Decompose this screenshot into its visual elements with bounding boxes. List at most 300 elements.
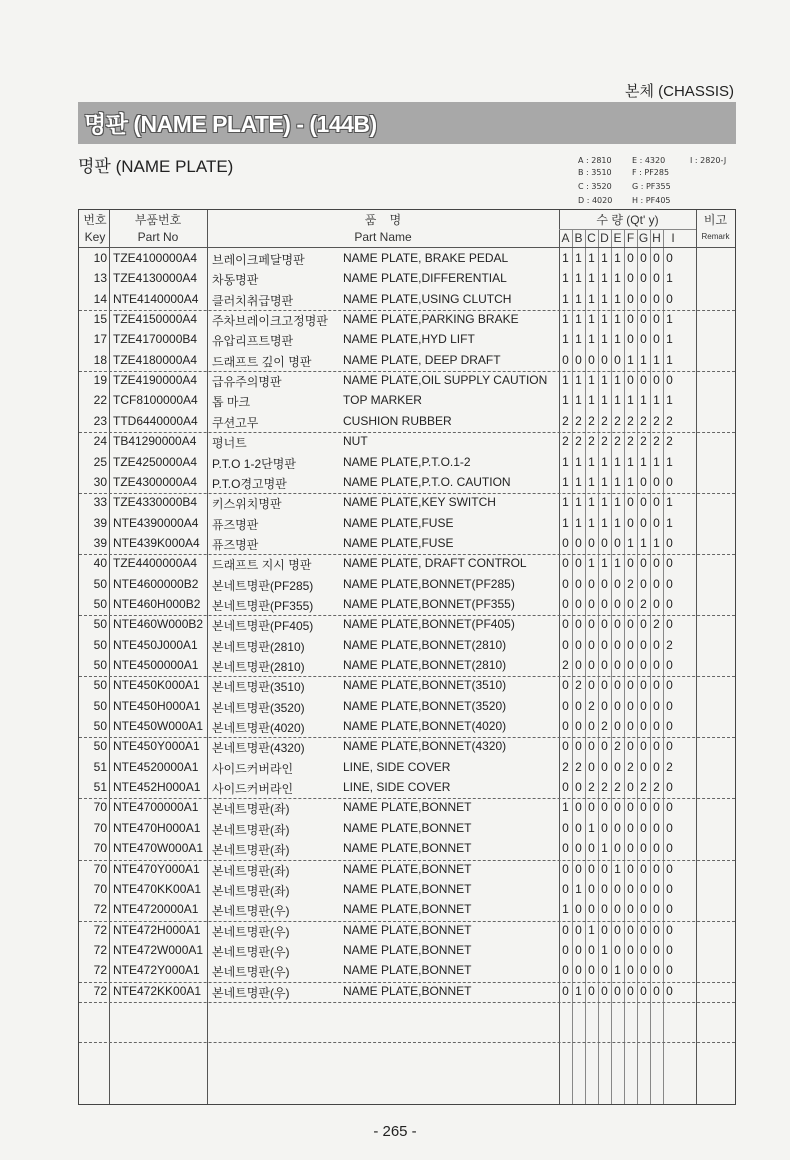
row-key: 30 xyxy=(93,474,107,489)
row-name-en: NAME PLATE,FUSE xyxy=(343,535,454,550)
row-key: 50 xyxy=(93,678,107,693)
row-qty: 2 xyxy=(562,413,569,428)
row-qty: 0 xyxy=(601,820,608,835)
row-qty: 1 xyxy=(562,454,569,469)
row-name-en: NAME PLATE,BONNET xyxy=(343,922,472,937)
row-qty: 0 xyxy=(588,719,595,734)
row-qty: 0 xyxy=(640,820,647,835)
row-qty: 1 xyxy=(640,352,647,367)
row-qty: 0 xyxy=(627,556,634,571)
row-qty: 0 xyxy=(653,881,660,896)
header-key-en: Key xyxy=(84,230,106,244)
row-qty: 0 xyxy=(653,902,660,917)
row-name-ko: 본네트명판(3520) xyxy=(212,700,305,715)
row-name-en: NAME PLATE,BONNET xyxy=(343,983,472,998)
row-qty: 1 xyxy=(601,515,608,530)
row-key: 24 xyxy=(93,434,107,449)
row-part-no: NTE470Y000A1 xyxy=(113,861,200,876)
row-qty: 0 xyxy=(653,698,660,713)
row-qty: 1 xyxy=(601,291,608,306)
row-qty: 1 xyxy=(562,515,569,530)
row-qty: 1 xyxy=(588,393,595,408)
row-qty: 2 xyxy=(601,719,608,734)
row-qty: 2 xyxy=(627,413,634,428)
row-name-en: NAME PLATE,BONNET(3510) xyxy=(343,678,507,693)
row-qty: 0 xyxy=(614,881,621,896)
row-qty: 1 xyxy=(614,271,621,286)
row-key: 22 xyxy=(93,393,107,408)
row-qty: 0 xyxy=(640,942,647,957)
row-qty: 2 xyxy=(640,780,647,795)
row-qty: 0 xyxy=(601,759,608,774)
row-qty: 0 xyxy=(627,332,634,347)
row-qty: 0 xyxy=(575,556,582,571)
row-qty: 1 xyxy=(588,515,595,530)
row-qty: 0 xyxy=(666,678,673,693)
row-qty: 0 xyxy=(601,352,608,367)
row-qty: 1 xyxy=(588,373,595,388)
legend-item: A : 2810 xyxy=(578,156,612,165)
row-qty: 0 xyxy=(640,291,647,306)
row-name-en: NAME PLATE, DEEP DRAFT xyxy=(343,352,501,367)
row-qty: 0 xyxy=(562,556,569,571)
row-qty: 0 xyxy=(575,841,582,856)
row-qty: 2 xyxy=(666,759,673,774)
row-qty: 1 xyxy=(666,495,673,510)
row-name-en: NAME PLATE, BRAKE PEDAL xyxy=(343,251,509,265)
row-qty: 0 xyxy=(653,739,660,754)
row-qty: 1 xyxy=(666,393,673,408)
row-qty: 0 xyxy=(640,922,647,937)
row-qty: 1 xyxy=(614,312,621,327)
row-qty: 1 xyxy=(666,312,673,327)
row-qty: 1 xyxy=(640,393,647,408)
row-qty: 2 xyxy=(614,739,621,754)
row-key: 72 xyxy=(93,922,107,937)
row-qty: 0 xyxy=(653,942,660,957)
row-key: 50 xyxy=(93,637,107,652)
row-qty: 1 xyxy=(588,556,595,571)
row-qty: 2 xyxy=(653,780,660,795)
row-qty: 0 xyxy=(562,576,569,591)
row-qty: 0 xyxy=(588,617,595,632)
row-name-en: NAME PLATE,BONNET(4320) xyxy=(343,739,507,754)
row-qty: 0 xyxy=(653,312,660,327)
row-name-ko: 급유주의명판 xyxy=(212,375,282,390)
row-qty: 2 xyxy=(627,434,634,449)
row-qty: 1 xyxy=(601,251,608,265)
row-qty: 1 xyxy=(575,271,582,286)
row-qty: 1 xyxy=(575,881,582,896)
row-qty: 0 xyxy=(666,820,673,835)
row-qty: 0 xyxy=(666,861,673,876)
row-qty: 0 xyxy=(653,373,660,388)
row-qty: 0 xyxy=(627,495,634,510)
row-qty: 0 xyxy=(562,820,569,835)
row-qty: 1 xyxy=(627,535,634,550)
row-name-en: NUT xyxy=(343,434,368,449)
row-qty: 2 xyxy=(653,434,660,449)
row-qty: 2 xyxy=(601,780,608,795)
row-name-ko: 본네트명판(좌) xyxy=(212,802,290,817)
row-qty: 0 xyxy=(640,678,647,693)
row-qty: 1 xyxy=(588,820,595,835)
row-qty: 2 xyxy=(666,434,673,449)
row-qty: 0 xyxy=(601,535,608,550)
row-qty: 2 xyxy=(575,678,582,693)
row-key: 10 xyxy=(93,251,107,265)
row-qty: 1 xyxy=(575,291,582,306)
row-qty: 1 xyxy=(601,271,608,286)
row-qty: 0 xyxy=(640,474,647,489)
row-qty: 1 xyxy=(614,332,621,347)
row-qty: 0 xyxy=(627,963,634,978)
row-qty: 0 xyxy=(640,658,647,672)
row-qty: 1 xyxy=(588,454,595,469)
row-qty: 1 xyxy=(614,861,621,876)
row-qty: 0 xyxy=(614,800,621,815)
row-qty: 0 xyxy=(588,861,595,876)
row-part-no: TZE4100000A4 xyxy=(113,251,198,265)
row-name-ko: 사이드커버라인 xyxy=(212,782,294,797)
row-name-ko: 퓨즈명판 xyxy=(212,517,259,532)
row-qty: 0 xyxy=(666,963,673,978)
row-qty: 0 xyxy=(666,291,673,306)
row-name-ko: 본네트명판(PF405) xyxy=(212,619,314,634)
row-qty: 0 xyxy=(640,739,647,754)
row-qty: 0 xyxy=(653,963,660,978)
row-qty: 0 xyxy=(562,942,569,957)
row-name-en: NAME PLATE,BONNET xyxy=(343,861,472,876)
row-name-en: NAME PLATE, DRAFT CONTROL xyxy=(343,556,527,571)
row-qty: 0 xyxy=(666,373,673,388)
row-qty: 0 xyxy=(666,698,673,713)
row-qty: 0 xyxy=(601,698,608,713)
row-name-en: NAME PLATE,P.T.O. CAUTION xyxy=(343,474,511,489)
row-qty: 1 xyxy=(588,495,595,510)
row-qty: 2 xyxy=(588,413,595,428)
header-qty: 수 량 (Qt' y) xyxy=(596,213,659,227)
row-qty: 0 xyxy=(575,535,582,550)
row-name-ko: 본네트명판(PF285) xyxy=(212,578,314,593)
header-part-en: Part No xyxy=(137,230,179,244)
header-name-ko: 품 명 xyxy=(364,213,402,227)
row-key: 40 xyxy=(93,556,107,571)
legend-item: I : 2820-J xyxy=(690,156,727,165)
row-part-no: NTE4520000A1 xyxy=(113,759,199,774)
row-qty: 0 xyxy=(653,678,660,693)
row-qty: 0 xyxy=(614,902,621,917)
row-part-no: TZE4170000B4 xyxy=(113,332,198,347)
legend-item: E : 4320 xyxy=(632,156,666,165)
row-qty: 0 xyxy=(601,637,608,652)
row-qty: 1 xyxy=(575,983,582,998)
row-name-en: NAME PLATE,USING CLUTCH xyxy=(343,291,512,306)
row-qty: 0 xyxy=(640,759,647,774)
qty-col-header: G xyxy=(638,231,649,245)
row-qty: 0 xyxy=(562,678,569,693)
row-qty: 1 xyxy=(588,312,595,327)
row-qty: 1 xyxy=(653,454,660,469)
row-qty: 0 xyxy=(575,739,582,754)
row-name-en: NAME PLATE,BONNET(PF355) xyxy=(343,596,515,611)
row-key: 50 xyxy=(93,658,107,672)
row-qty: 1 xyxy=(562,312,569,327)
row-qty: 0 xyxy=(666,596,673,611)
row-qty: 0 xyxy=(627,596,634,611)
row-name-en: NAME PLATE,BONNET xyxy=(343,841,472,856)
row-part-no: TZE4180000A4 xyxy=(113,352,198,367)
row-qty: 0 xyxy=(627,780,634,795)
row-qty: 0 xyxy=(614,841,621,856)
row-part-no: NTE460H000B2 xyxy=(113,596,201,611)
row-qty: 0 xyxy=(562,352,569,367)
row-qty: 1 xyxy=(666,515,673,530)
row-qty: 0 xyxy=(653,861,660,876)
row-part-no: TZE4400000A4 xyxy=(113,556,198,571)
row-qty: 0 xyxy=(653,556,660,571)
row-key: 70 xyxy=(93,841,107,856)
row-qty: 0 xyxy=(601,861,608,876)
row-name-en: NAME PLATE,BONNET(2810) xyxy=(343,637,507,652)
row-qty: 1 xyxy=(666,271,673,286)
row-name-ko: 키스위치명판 xyxy=(212,497,282,512)
legend-item: G : PF355 xyxy=(632,182,671,191)
legend-item: C : 3520 xyxy=(578,182,612,191)
row-qty: 0 xyxy=(588,535,595,550)
row-qty: 1 xyxy=(601,495,608,510)
row-qty: 0 xyxy=(640,495,647,510)
row-qty: 0 xyxy=(588,658,595,672)
row-qty: 0 xyxy=(640,800,647,815)
row-name-ko: 본네트명판(우) xyxy=(212,965,290,980)
header-remark-ko: 비고 xyxy=(703,213,728,227)
row-key: 13 xyxy=(93,271,107,286)
row-qty: 2 xyxy=(653,617,660,632)
row-qty: 0 xyxy=(575,942,582,957)
row-qty: 1 xyxy=(653,393,660,408)
row-qty: 2 xyxy=(627,759,634,774)
row-qty: 1 xyxy=(627,352,634,367)
row-qty: 0 xyxy=(640,983,647,998)
row-name-en: NAME PLATE,PARKING BRAKE xyxy=(343,312,519,327)
row-part-no: NTE472KK00A1 xyxy=(113,983,202,998)
row-qty: 1 xyxy=(627,393,634,408)
row-qty: 0 xyxy=(614,658,621,672)
row-qty: 1 xyxy=(562,393,569,408)
row-qty: 1 xyxy=(614,474,621,489)
row-name-ko: 본네트명판(2810) xyxy=(212,639,305,654)
row-qty: 2 xyxy=(562,658,569,672)
row-qty: 0 xyxy=(575,922,582,937)
row-key: 50 xyxy=(93,719,107,734)
row-qty: 2 xyxy=(666,413,673,428)
row-qty: 0 xyxy=(627,983,634,998)
row-qty: 1 xyxy=(614,251,621,265)
row-part-no: NTE452H000A1 xyxy=(113,780,201,795)
row-qty: 0 xyxy=(653,251,660,265)
row-qty: 1 xyxy=(601,312,608,327)
row-key: 23 xyxy=(93,413,107,428)
row-name-en: NAME PLATE,DIFFERENTIAL xyxy=(343,271,507,286)
row-qty: 0 xyxy=(666,556,673,571)
row-qty: 1 xyxy=(614,373,621,388)
row-qty: 0 xyxy=(562,596,569,611)
row-name-en: NAME PLATE,BONNET xyxy=(343,902,472,917)
row-qty: 2 xyxy=(614,413,621,428)
row-qty: 0 xyxy=(588,800,595,815)
row-qty: 0 xyxy=(562,719,569,734)
row-qty: 0 xyxy=(562,881,569,896)
row-qty: 1 xyxy=(588,332,595,347)
legend-item: F : PF285 xyxy=(632,168,670,177)
row-qty: 0 xyxy=(575,658,582,672)
row-qty: 0 xyxy=(640,841,647,856)
row-qty: 0 xyxy=(640,576,647,591)
row-qty: 1 xyxy=(575,312,582,327)
row-key: 70 xyxy=(93,861,107,876)
row-qty: 1 xyxy=(562,271,569,286)
row-qty: 0 xyxy=(666,983,673,998)
row-qty: 0 xyxy=(588,759,595,774)
row-part-no: TZE4130000A4 xyxy=(113,271,198,286)
row-key: 72 xyxy=(93,983,107,998)
row-qty: 0 xyxy=(666,922,673,937)
row-qty: 0 xyxy=(653,291,660,306)
row-name-ko: 본네트명판(PF355) xyxy=(212,598,314,613)
row-qty: 0 xyxy=(627,312,634,327)
row-name-en: LINE, SIDE COVER xyxy=(343,780,451,795)
row-qty: 1 xyxy=(666,454,673,469)
row-qty: 2 xyxy=(640,413,647,428)
row-part-no: TZE4250000A4 xyxy=(113,454,198,469)
row-qty: 0 xyxy=(614,535,621,550)
row-name-ko: 본네트명판(좌) xyxy=(212,863,290,878)
row-qty: 1 xyxy=(614,291,621,306)
row-key: 51 xyxy=(93,780,107,795)
row-qty: 0 xyxy=(627,861,634,876)
row-name-en: CUSHION RUBBER xyxy=(343,413,452,428)
row-qty: 1 xyxy=(562,902,569,917)
row-qty: 0 xyxy=(575,820,582,835)
row-part-no: NTE450Y000A1 xyxy=(113,739,200,754)
row-qty: 0 xyxy=(614,922,621,937)
row-name-en: NAME PLATE,OIL SUPPLY CAUTION xyxy=(343,373,548,388)
row-name-ko: 본네트명판(2810) xyxy=(212,660,305,674)
row-key: 50 xyxy=(93,617,107,632)
row-qty: 0 xyxy=(627,637,634,652)
row-qty: 0 xyxy=(575,637,582,652)
row-qty: 2 xyxy=(562,759,569,774)
row-qty: 0 xyxy=(627,271,634,286)
row-name-en: NAME PLATE,BONNET(4020) xyxy=(343,719,507,734)
row-qty: 0 xyxy=(588,576,595,591)
row-qty: 0 xyxy=(666,902,673,917)
row-qty: 0 xyxy=(653,637,660,652)
row-qty: 0 xyxy=(627,291,634,306)
row-qty: 1 xyxy=(575,495,582,510)
row-qty: 0 xyxy=(653,820,660,835)
row-qty: 0 xyxy=(627,902,634,917)
row-qty: 0 xyxy=(588,678,595,693)
row-part-no: TZE4330000B4 xyxy=(113,495,198,510)
row-qty: 0 xyxy=(640,373,647,388)
row-part-no: NTE470W000A1 xyxy=(113,841,204,856)
row-part-no: NTE450H000A1 xyxy=(113,698,201,713)
row-qty: 1 xyxy=(601,393,608,408)
row-qty: 0 xyxy=(653,332,660,347)
row-qty: 0 xyxy=(614,719,621,734)
row-name-ko: 쿠션고무 xyxy=(212,415,259,430)
row-part-no: NTE4390000A4 xyxy=(113,515,199,530)
row-qty: 1 xyxy=(601,373,608,388)
row-name-ko: 본네트명판(우) xyxy=(212,944,290,959)
row-qty: 1 xyxy=(601,454,608,469)
row-key: 18 xyxy=(93,352,107,367)
row-qty: 1 xyxy=(562,291,569,306)
row-qty: 0 xyxy=(575,617,582,632)
row-qty: 0 xyxy=(666,881,673,896)
row-qty: 0 xyxy=(575,719,582,734)
row-part-no: TB41290000A4 xyxy=(113,434,197,449)
section-label: 본체 (CHASSIS) xyxy=(625,83,734,100)
header-name-en: Part Name xyxy=(354,230,412,244)
row-qty: 0 xyxy=(627,800,634,815)
row-name-ko: 본네트명판(우) xyxy=(212,904,290,919)
row-qty: 2 xyxy=(588,698,595,713)
row-qty: 0 xyxy=(640,271,647,286)
row-name-ko: 본네트명판(좌) xyxy=(212,822,290,837)
row-key: 70 xyxy=(93,800,107,815)
row-name-ko: 본네트명판(우) xyxy=(212,985,290,1000)
row-qty: 2 xyxy=(653,413,660,428)
row-name-en: TOP MARKER xyxy=(343,393,422,408)
row-qty: 1 xyxy=(575,332,582,347)
row-qty: 0 xyxy=(640,312,647,327)
row-qty: 0 xyxy=(575,352,582,367)
row-qty: 1 xyxy=(575,474,582,489)
row-qty: 0 xyxy=(562,963,569,978)
row-qty: 0 xyxy=(562,739,569,754)
row-qty: 2 xyxy=(601,434,608,449)
row-qty: 1 xyxy=(601,942,608,957)
row-qty: 1 xyxy=(575,393,582,408)
row-name-ko: 드래프트 지시 명판 xyxy=(212,558,312,573)
row-qty: 0 xyxy=(666,780,673,795)
row-qty: 1 xyxy=(614,495,621,510)
row-qty: 0 xyxy=(614,576,621,591)
row-qty: 0 xyxy=(653,841,660,856)
row-qty: 0 xyxy=(627,922,634,937)
row-part-no: NTE472W000A1 xyxy=(113,942,204,957)
row-part-no: NTE470H000A1 xyxy=(113,820,201,835)
row-qty: 0 xyxy=(627,678,634,693)
row-qty: 0 xyxy=(653,759,660,774)
row-qty: 0 xyxy=(640,963,647,978)
legend-item: B : 3510 xyxy=(578,168,612,177)
row-qty: 1 xyxy=(601,841,608,856)
row-qty: 0 xyxy=(588,637,595,652)
row-qty: 0 xyxy=(666,942,673,957)
row-name-ko: 차동명판 xyxy=(212,273,259,288)
row-key: 50 xyxy=(93,739,107,754)
row-qty: 2 xyxy=(562,434,569,449)
qty-col-header: I xyxy=(671,231,675,245)
row-name-ko: 본네트명판(4320) xyxy=(212,741,305,756)
row-key: 70 xyxy=(93,820,107,835)
row-key: 39 xyxy=(93,515,107,530)
row-qty: 0 xyxy=(614,352,621,367)
